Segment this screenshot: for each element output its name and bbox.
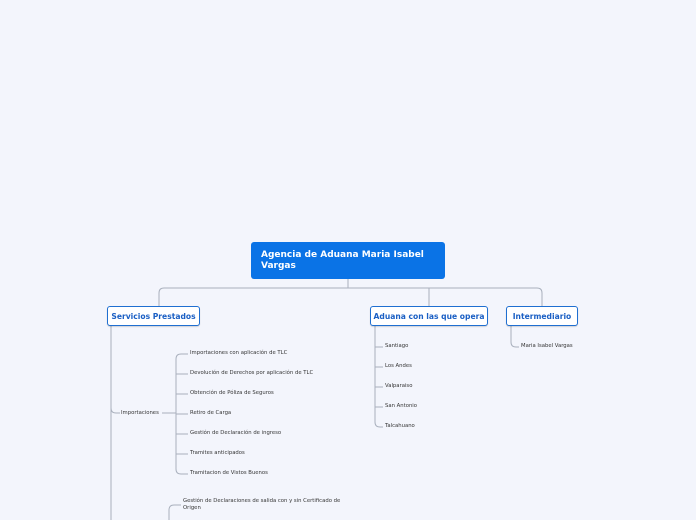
leaf-declaracion-ingreso[interactable]: Gestión de Declaración de ingreso xyxy=(190,430,282,436)
branch-servicios-prestados[interactable] xyxy=(107,306,200,326)
branch-label: Aduana con las que opera xyxy=(373,311,485,321)
leaf-importaciones-tlc[interactable]: Importaciones con aplicación de TLC xyxy=(190,350,288,356)
leaf-tramites-anticipados[interactable]: Tramites anticipados xyxy=(190,450,245,456)
leaf-retiro-carga[interactable]: Retiro de Carga xyxy=(190,410,232,416)
branch-aduana-con-las-que-opera[interactable] xyxy=(370,306,488,326)
root-label: Agencia de Aduana Maria Isabel Vargas xyxy=(261,250,424,271)
leaf-aduana-san-antonio[interactable]: San Antonio xyxy=(385,403,418,409)
leaf-aduana-talcahuano[interactable]: Talcahuano xyxy=(385,423,415,429)
leaf-aduana-valparaiso[interactable]: Valparaiso xyxy=(385,383,413,389)
leaf-vistos-buenos[interactable]: Tramitacion de Vistos Buenos xyxy=(190,470,268,476)
branch-label: Servicios Prestados xyxy=(111,311,196,321)
leaf-poliza-seguros[interactable]: Obtención de Póliza de Seguros xyxy=(190,390,274,396)
leaf-intermediario-nombre[interactable]: Maria Isabel Vargas xyxy=(521,343,573,349)
leaf-declaraciones-salida[interactable]: Gestión de Declaraciones de salida con y sin Certificado de Origen xyxy=(183,498,341,511)
leaf-aduana-santiago[interactable]: Santiago xyxy=(385,343,409,349)
leaf-aduana-los-andes[interactable]: Los Andes xyxy=(385,363,412,369)
node-importaciones[interactable]: Importaciones xyxy=(121,410,159,416)
root-node[interactable] xyxy=(251,242,445,279)
leaf-devolucion-derechos[interactable]: Devolución de Derechos por aplicación de TLC xyxy=(190,370,314,376)
branch-label: Intermediario xyxy=(512,311,572,321)
branch-intermediario[interactable] xyxy=(506,306,578,326)
